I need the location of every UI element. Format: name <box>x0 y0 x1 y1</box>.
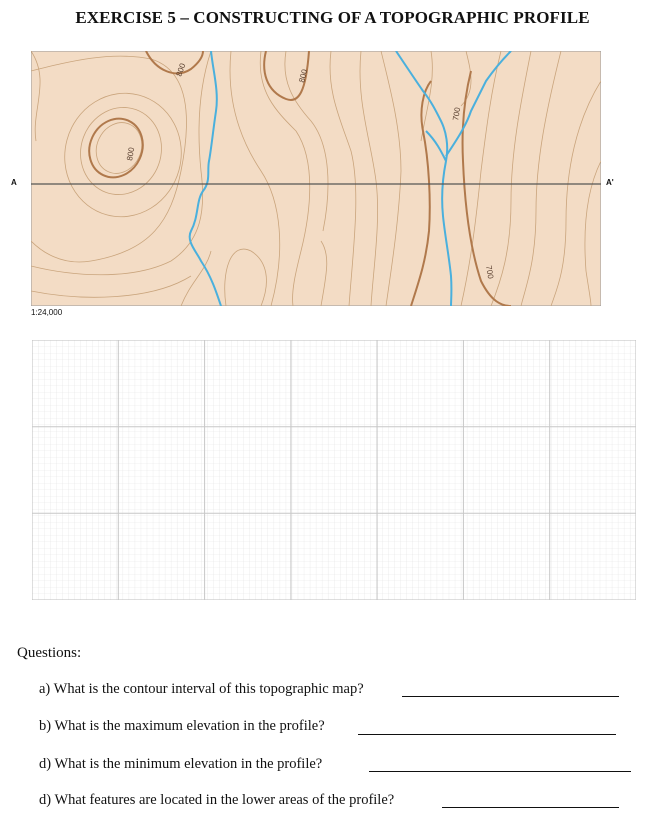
page-title: EXERCISE 5 – CONSTRUCTING OF A TOPOGRAPHIC PROFILE <box>75 8 590 27</box>
contour-label: 800 <box>297 68 310 84</box>
answer-line-a[interactable] <box>402 696 619 697</box>
question-d: d) What features are located in the lower areas of the profile? <box>39 792 395 808</box>
profile-start-label: A <box>11 178 17 187</box>
contour-label: 700 <box>451 106 463 122</box>
answer-line-b[interactable] <box>358 734 616 735</box>
answer-line-c[interactable] <box>369 771 631 772</box>
contour-label: 800 <box>174 62 188 78</box>
profile-end-label: A' <box>606 178 614 187</box>
questions-heading: Questions: <box>17 645 82 661</box>
question-c: d) What is the minimum elevation in the profile? <box>39 756 323 772</box>
topographic-map <box>31 51 601 306</box>
question-a: a) What is the contour interval of this topographic map? <box>39 681 364 697</box>
map-scale: 1:24,000 <box>31 308 63 317</box>
contour-label: 800 <box>125 146 137 162</box>
answer-line-d[interactable] <box>442 807 619 808</box>
question-b: b) What is the maximum elevation in the profile? <box>39 718 325 734</box>
contour-label: 700 <box>484 264 496 280</box>
profile-graph-grid <box>32 340 636 600</box>
